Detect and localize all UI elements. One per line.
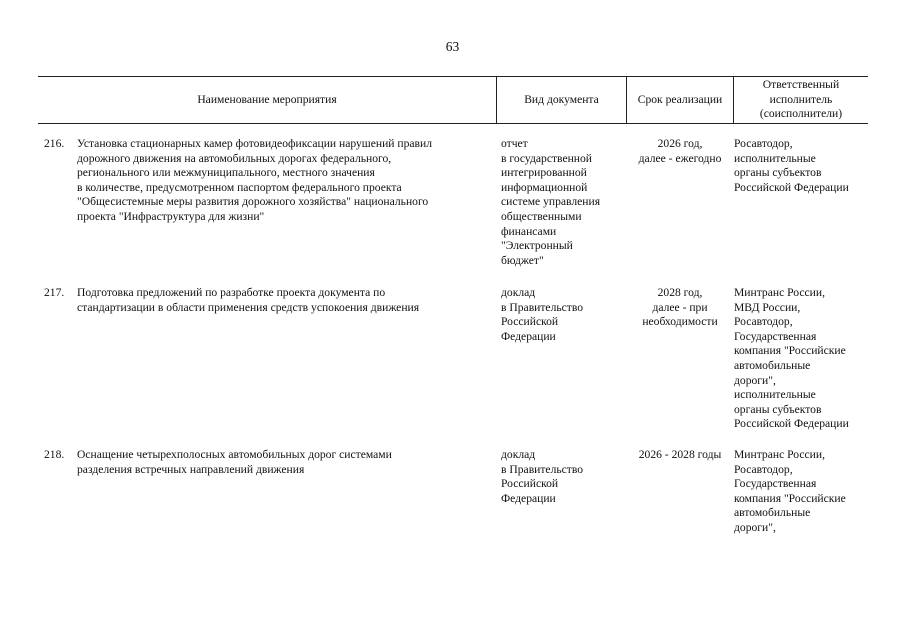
header-document-type: Вид документа bbox=[496, 77, 626, 123]
row-title: Подготовка предложений по разработке проекта документа по стандартизации в области применения средств успокоения движения bbox=[77, 286, 420, 314]
row-term: 2026 - 2028 годы bbox=[638, 448, 722, 461]
header-name: Наименование мероприятия bbox=[197, 92, 337, 106]
header-term: Срок реализации bbox=[626, 77, 733, 123]
row-document-type: отчет в государственной интегрированной информационной системе управления общественными финансами "Электронный бюджет" bbox=[501, 137, 601, 267]
row-term: 2028 год, далее - при необходимости bbox=[642, 286, 718, 329]
page-number: 63 bbox=[445, 39, 460, 54]
row-number: 216. bbox=[44, 137, 65, 150]
row-title: Оснащение четырехполосных автомобильных дорог системами разделения встречных направлений движения bbox=[77, 448, 392, 476]
row-responsible: Минтранс России, Росавтодор, Государственная компания "Российские автомобильные дороги", bbox=[734, 448, 846, 534]
row-document-type: доклад в Правительство Российской Федерации bbox=[501, 286, 584, 343]
row-responsible: Росавтодор, исполнительные органы субъектов Российской Федерации bbox=[734, 137, 849, 194]
row-number: 218. bbox=[44, 448, 65, 461]
row-title: Установка стационарных камер фотовидеофиксации нарушений правил дорожного движения на автомобильных дорогах федерального, регионального или межмуниципального, местного значения в количестве, предусмотренном паспортом федерального проекта "Общесистемные меры развития дорожного хозяйства" национального проекта "Инфраструктура для жизни" bbox=[77, 137, 432, 223]
header-responsible: Ответственный исполнитель (соисполнители) bbox=[733, 77, 868, 123]
row-number: 217. bbox=[44, 286, 65, 299]
table-header bbox=[38, 76, 868, 124]
row-responsible: Минтранс России, МВД России, Росавтодор, Государственная компания "Российские автомобильные дороги", исполнительные органы субъектов Российской Федерации bbox=[734, 286, 849, 431]
row-term: 2026 год, далее - ежегодно bbox=[638, 137, 722, 165]
row-document-type: доклад в Правительство Российской Федерации bbox=[501, 448, 584, 505]
